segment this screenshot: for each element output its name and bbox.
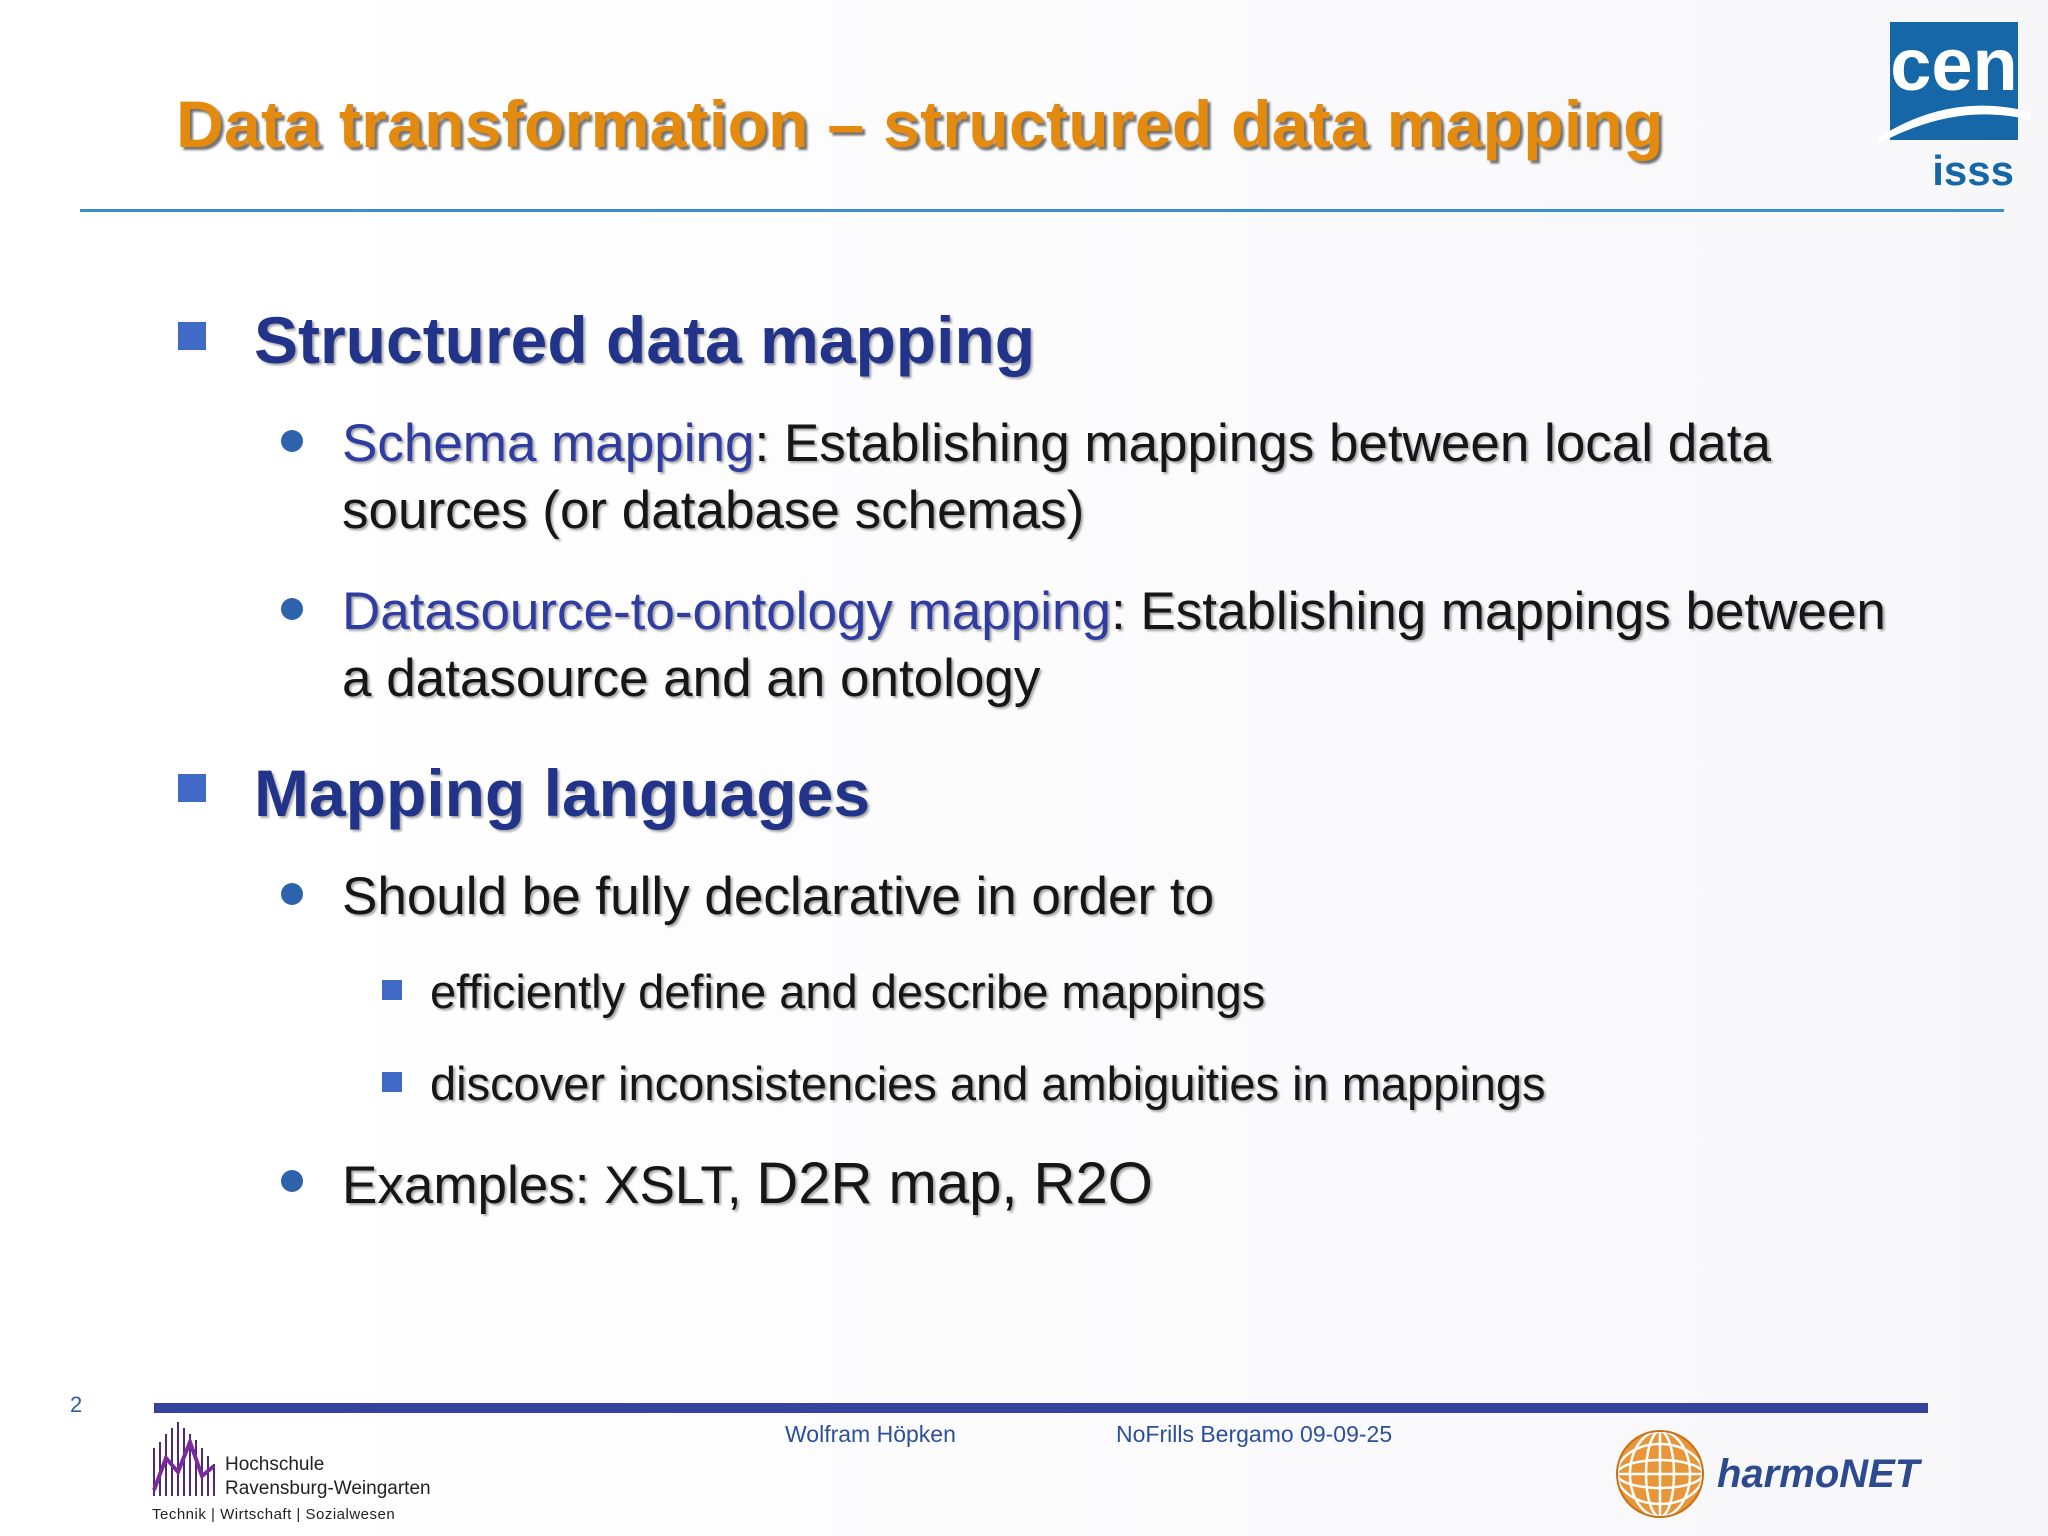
- footer-bar: [154, 1403, 1928, 1413]
- bullet-declarative: Should be fully declarative in order to: [342, 867, 1215, 926]
- hochschule-tagline: Technik | Wirtschaft | Sozialwesen: [152, 1506, 396, 1523]
- page-number: 2: [70, 1392, 83, 1417]
- isss-logo-text: isss: [1932, 147, 2014, 190]
- term-schema-mapping: Schema mapping: [342, 414, 755, 473]
- footer-author: Wolfram Höpken: [785, 1421, 956, 1447]
- bullet-text: : Establishing mappings between local data sources (or database schemas): [342, 414, 1771, 540]
- term-datasource-to-ontology-mapping: Datasource-to-ontology mapping: [342, 582, 1111, 641]
- footer-event: NoFrills Bergamo 09-09-25: [1116, 1421, 1393, 1447]
- harmonet-logo: [1612, 1424, 1932, 1524]
- globe-icon: [1612, 1424, 1712, 1524]
- square-bullet-icon: [178, 774, 206, 802]
- section-heading-mapping-languages: Mapping languages: [254, 756, 871, 830]
- hochschule-name-line1: Hochschule: [225, 1454, 325, 1475]
- round-bullet-icon: [281, 883, 303, 905]
- small-square-bullet-icon: [382, 1072, 402, 1092]
- hochschule-name-line2: Ravensburg-Weingarten: [225, 1478, 431, 1499]
- round-bullet-icon: [281, 598, 303, 620]
- round-bullet-icon: [281, 430, 303, 452]
- bullet-text: : Establishing mappings between a datasource and an ontology: [342, 582, 1886, 708]
- round-bullet-icon: [281, 1170, 303, 1192]
- bullet-examples: [342, 1150, 1153, 1219]
- subbullet-inconsistencies: discover inconsistencies and ambiguities in mappings: [430, 1057, 1546, 1110]
- bullet-schema-mapping: [342, 410, 1902, 544]
- section-heading-structured-data-mapping: Structured data mapping: [254, 303, 1036, 377]
- square-bullet-icon: [178, 322, 206, 350]
- examples-prefix: Examples: XSLT,: [342, 1156, 757, 1215]
- hochschule-logo: [150, 1418, 450, 1523]
- slide-title: Data transformation – structured data mapping: [176, 87, 1664, 161]
- harmonet-wordmark: harmoNET: [1717, 1452, 1920, 1496]
- cen-logo-text: cen: [1890, 23, 2018, 106]
- small-square-bullet-icon: [382, 980, 402, 1000]
- examples-suffix: D2R map, R2O: [756, 1151, 1153, 1216]
- subbullet-define-describe: efficiently define and describe mappings: [430, 965, 1266, 1018]
- bullet-datasource-to-ontology: [342, 578, 1902, 712]
